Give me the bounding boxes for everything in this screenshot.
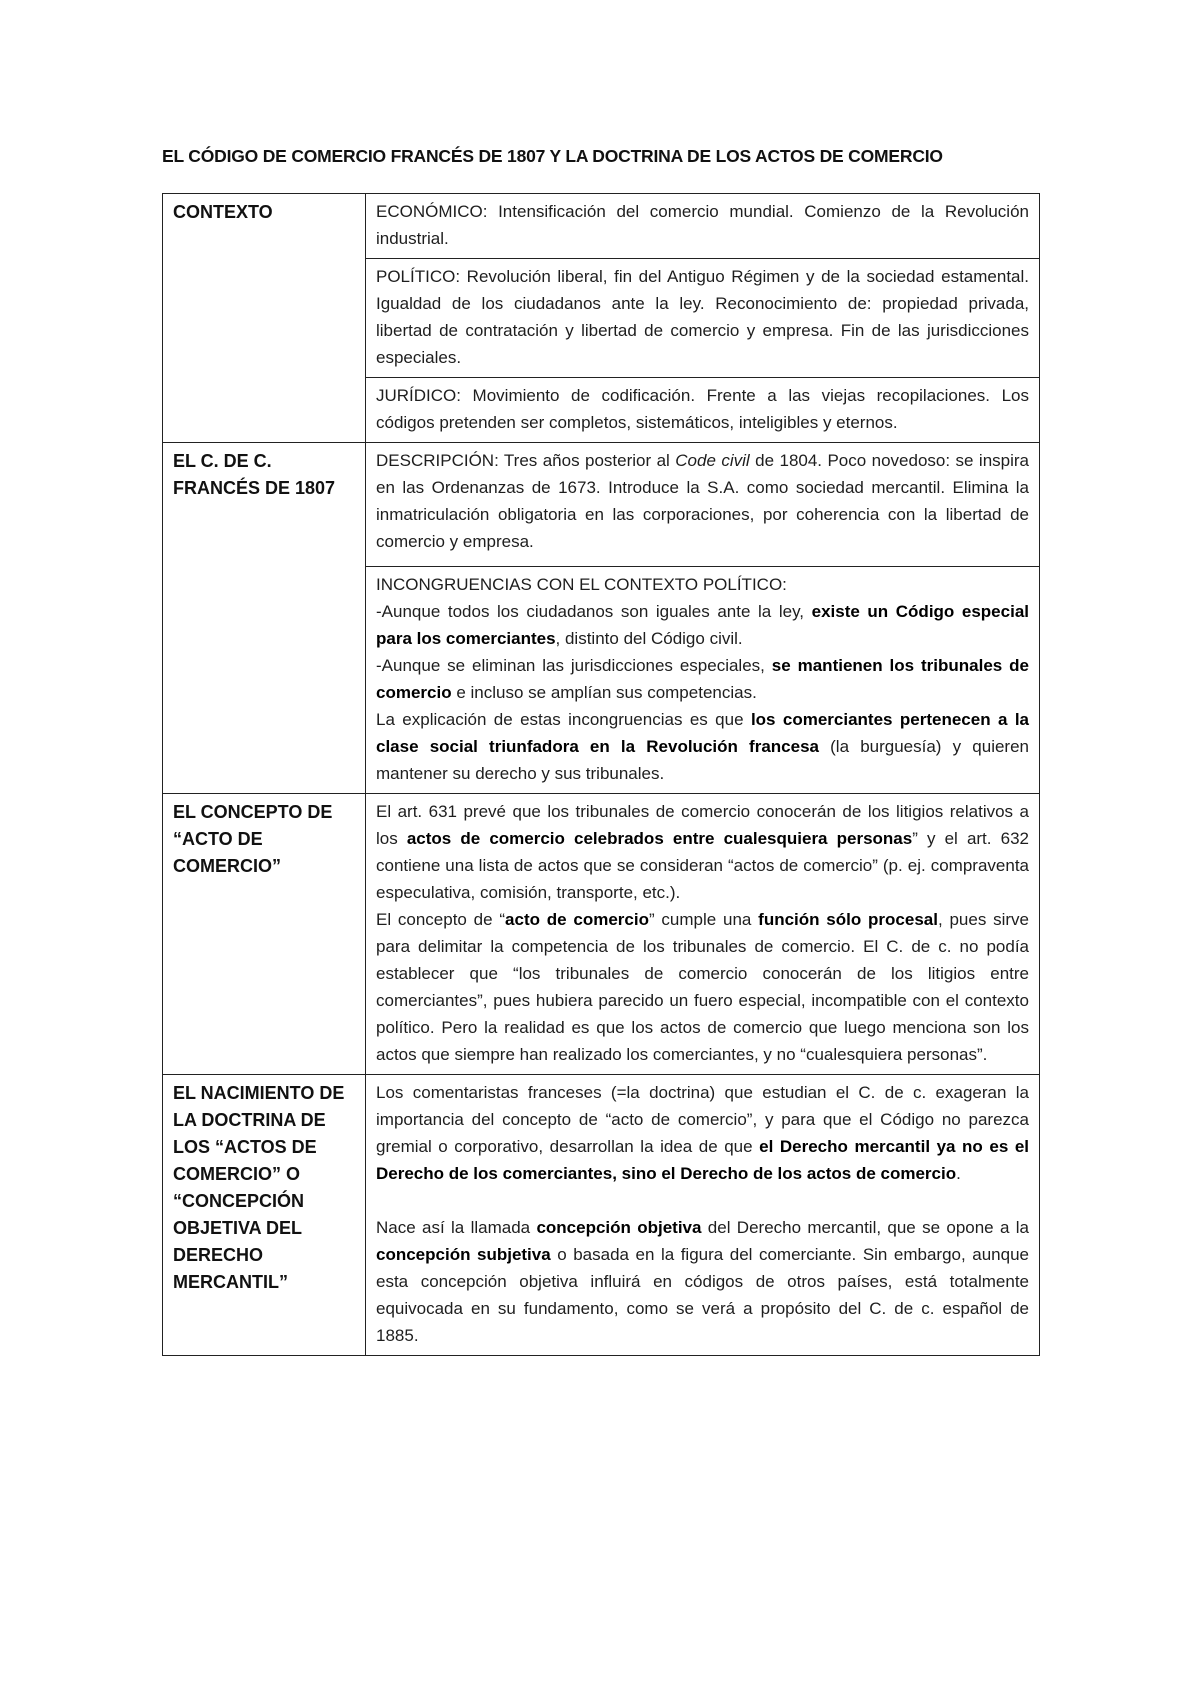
row-content-codigo — [366, 443, 1040, 794]
concepto-p2-bold-1: acto de comercio — [505, 910, 649, 929]
concepto-p1-text-end: ” y el art. 632 contiene una lista de actos que se consideran “actos de comercio” (p. ej. compraventa especulativa, comisión, transporte, etc.). — [376, 829, 1029, 902]
nacimiento-p1-text: Los comentaristas franceses (=la doctrina) que estudian el C. de c. exageran la importancia del concepto de “acto de comercio”, y para que el Código no parezca gremial o corporativo, desarrollan la idea de que — [376, 1083, 1029, 1156]
item-2-text: -Aunque se eliminan las jurisdicciones especiales, — [376, 656, 772, 675]
descripcion-text-1: DESCRIPCIÓN: Tres años posterior al — [376, 451, 676, 470]
row-label-contexto: CONTEXTO — [163, 194, 366, 443]
concepto-text — [366, 794, 1039, 1074]
item-1-text: -Aunque todos los ciudadanos son iguales ante la ley, — [376, 602, 812, 621]
incongruencias-heading: INCONGRUENCIAS CON EL CONTEXTO POLÍTICO: — [376, 575, 787, 594]
nacimiento-p1-bold: el Derecho mercantil ya no es el Derecho de los comerciantes, sino el Derecho de los actos de comercio — [376, 1137, 1029, 1183]
row-content-nacimiento — [366, 1075, 1040, 1356]
table-row-concepto — [163, 794, 1040, 1075]
row-content-concepto — [366, 794, 1040, 1075]
table-row-nacimiento — [163, 1075, 1040, 1356]
document-title: EL CÓDIGO DE COMERCIO FRANCÉS DE 1807 Y LA DOCTRINA DE LOS ACTOS DE COMERCIO — [162, 146, 943, 166]
contexto-economico: ECONÓMICO: Intensificación del comercio mundial. Comienzo de la Revolución industrial. — [376, 202, 1029, 248]
incongruencias-item-1 — [376, 598, 1029, 652]
concepto-paragraph-1 — [376, 798, 1029, 906]
row-label-concepto: EL CONCEPTO DE “ACTO DE COMERCIO” — [163, 794, 366, 1075]
item-1-text-end: , distinto del Código civil. — [555, 629, 743, 648]
paragraph-spacer — [376, 1187, 1029, 1214]
codigo-incongruencias — [366, 566, 1039, 793]
nacimiento-text — [366, 1075, 1039, 1355]
row-content-contexto — [366, 194, 1040, 443]
table-row-codigo — [163, 443, 1040, 794]
concepto-p1-text: El art. 631 prevé que los tribunales de comercio conocerán de los litigios relativos a los — [376, 802, 1029, 848]
explicacion-text-end: (la burguesía) y quieren mantener su derecho y sus tribunales. — [376, 737, 1029, 783]
concepto-paragraph-2 — [376, 906, 1029, 1068]
item-2-bold: se mantienen los tribunales de comercio — [376, 656, 1029, 702]
nacimiento-p2-text-end: o basada en la figura del comerciante. Sin embargo, aunque esta concepción objetiva influirá en códigos de otros países, está totalmente equivocada en su fundamento, como se verá a propósito del C. de c. español de 1885. — [376, 1245, 1029, 1345]
nacimiento-p1-text-end: . — [956, 1164, 961, 1183]
concepto-p2-text: El concepto de “ — [376, 910, 506, 929]
explicacion-text: La explicación de estas incongruencias es que — [376, 710, 751, 729]
row-label-nacimiento: EL NACIMIENTO DE LA DOCTRINA DE LOS “ACTOS DE COMERCIO” O “CONCEPCIÓN OBJETIVA DEL DERECHO MERCANTIL” — [163, 1075, 366, 1356]
descripcion-code-civil: Code civil — [675, 451, 750, 470]
item-2-text-end: e incluso se amplían sus competencias. — [451, 683, 757, 702]
explicacion-bold: los comerciantes pertenecen a la clase social triunfadora en la Revolución francesa — [376, 710, 1029, 756]
nacimiento-paragraph-2 — [376, 1214, 1029, 1349]
nacimiento-paragraph-1 — [376, 1079, 1029, 1187]
item-1-bold: existe un Código especial para los comerciantes — [376, 602, 1029, 648]
table-row-contexto — [163, 194, 1040, 443]
incongruencias-item-2 — [376, 652, 1029, 706]
nacimiento-p2-text-mid: del Derecho mercantil, que se opone a la — [701, 1218, 1029, 1237]
nacimiento-p2-text: Nace así la llamada — [376, 1218, 537, 1237]
contexto-politico: POLÍTICO: Revolución liberal, fin del Antiguo Régimen y de la sociedad estamental. Igualdad de los ciudadanos ante la ley. Reconocimiento de: propiedad privada, libertad de contratación y libertad de comercio y empresa. Fin de las jurisdicciones especiales. — [366, 258, 1039, 377]
descripcion-text-2: de 1804. Poco novedoso: se inspira en las Ordenanzas de 1673. Introduce la S.A. como sociedad mercantil. Elimina la inmatriculación obligatoria en las corporaciones, por coherencia con la libertad de comercio y empresa. — [376, 451, 1029, 551]
concepto-p2-bold-2: función sólo procesal — [758, 910, 938, 929]
incongruencias-explicacion — [376, 706, 1029, 787]
nacimiento-p2-bold-2: concepción subjetiva — [376, 1245, 551, 1264]
concepto-p2-text-end: , pues sirve para delimitar la competencia de los tribunales de comercio. El C. de c. no podía establecer que “los tribunales de comercio conocerán de los litigios entre comerciantes”, pues hubiera parecido un fuero especial, incompatible con el contexto político. Pero la realidad es que los actos de comercio que luego menciona son los actos que siempre han realizado los comerciantes, y no “cualesquiera personas”. — [376, 910, 1030, 1064]
concepto-p2-text-mid: ” cumple una — [648, 910, 759, 929]
concepto-p1-bold: actos de comercio celebrados entre cualesquiera personas — [406, 829, 913, 848]
codigo-descripcion — [366, 443, 1039, 566]
nacimiento-p2-bold-1: concepción objetiva — [536, 1218, 702, 1237]
contexto-juridico: JURÍDICO: Movimiento de codificación. Frente a las viejas recopilaciones. Los códigos pretenden ser completos, sistemáticos, inteligibles y eternos. — [366, 377, 1039, 442]
summary-table — [162, 193, 1040, 1356]
row-label-codigo: EL C. DE C. FRANCÉS DE 1807 — [163, 443, 366, 794]
